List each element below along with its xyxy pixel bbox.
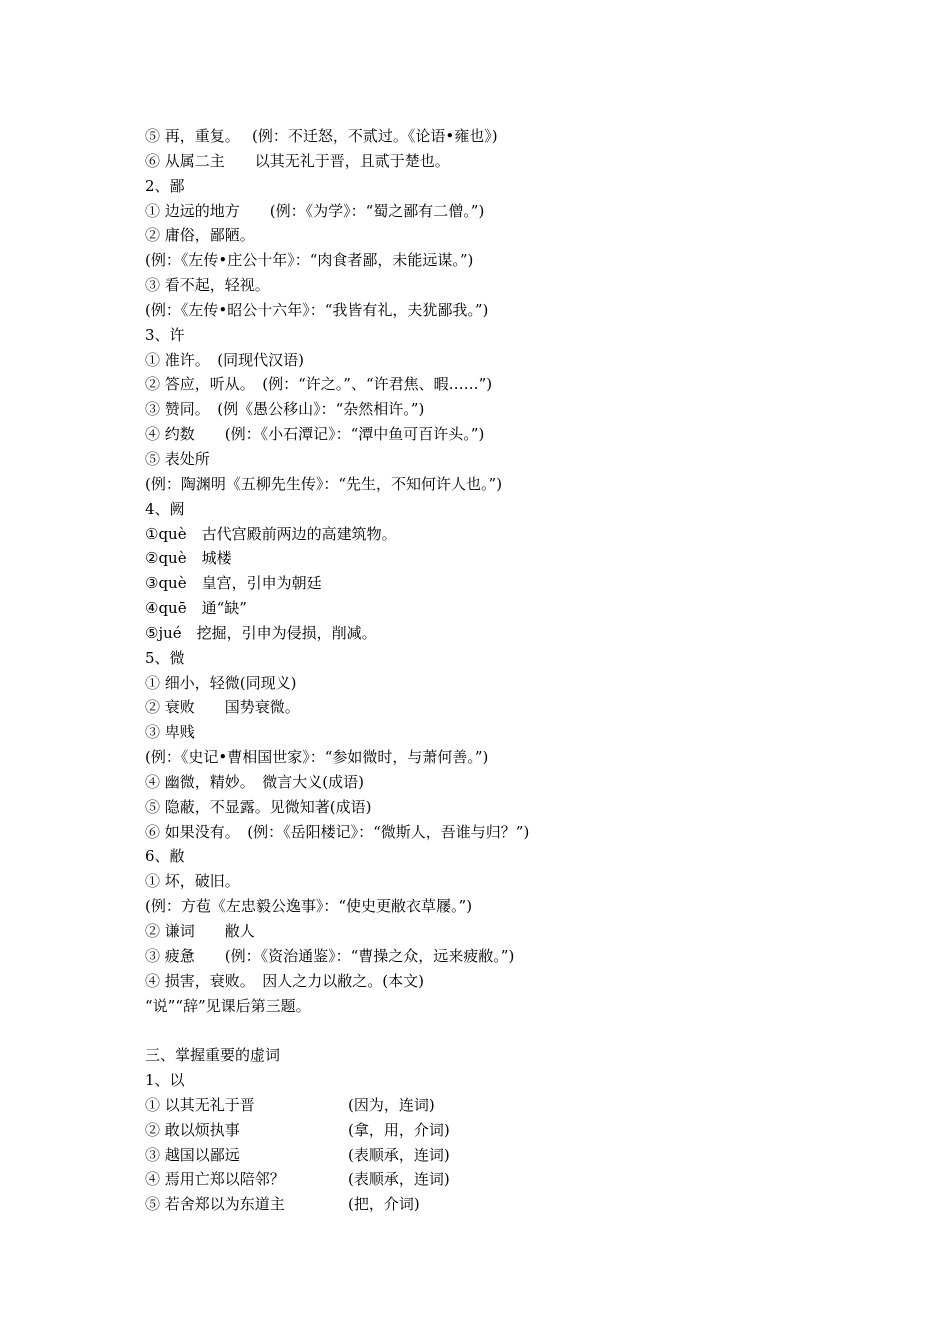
text-line: ① 坏，破旧。 [145,872,240,891]
text-line: ④quē 通“缺” [145,599,247,618]
text-line: ①què 古代宫殿前两边的高建筑物。 [145,524,397,543]
function-row [145,1143,825,1168]
function-example: ⑤ 若舍郑以为东道主 [145,1195,285,1214]
function-example: ③ 越国以鄙远 [145,1145,240,1164]
section-heading: 三、掌握重要的虚词 [145,1046,281,1065]
entry-heading: 3、许 [145,325,185,344]
function-usage: (把，介词) [348,1195,420,1214]
function-example: ① 以其无礼于晋 [145,1095,255,1114]
text-line: ⑤jué 挖掘，引申为侵损，削减。 [145,623,377,642]
text-line: (例：陶渊明《五柳先生传》：“先生，不知何许人也。”) [145,474,503,493]
text-line: (例：《史记•曹相国世家》：“参如微时，与萧何善。”) [145,748,489,767]
text-line: ⑤ 表处所 [145,449,210,468]
function-row [145,1167,825,1192]
blank-line [145,1018,825,1043]
function-usage: (表顺承，连词) [348,1145,450,1164]
text-line: ④ 损害，衰败。 因人之力以敝之。(本文) [145,971,424,990]
text-line: ① 准许。 (同现代汉语) [145,350,304,369]
function-row [145,1192,825,1217]
function-usage: (拿，用，介词) [348,1120,450,1139]
text-line: ② 答应，听从。 (例：“许之。”、“许君焦、暇……”) [145,375,493,394]
function-example: ② 敢以烦执事 [145,1120,240,1139]
function-usage: (因为，连词) [348,1095,435,1114]
document-body [145,124,825,1217]
function-row [145,1093,825,1118]
text-line: ④ 约数 (例：《小石潭记》：“潭中鱼可百许头。”) [145,425,485,444]
text-line: ③ 疲惫 (例：《资治通鉴》：“曹操之众，远来疲敝。”) [145,946,515,965]
text-line: ② 谦词 敝人 [145,922,255,940]
text-line: (例：方苞《左忠毅公逸事》：“使史更敝衣草屦。”) [145,897,473,916]
entry-heading: 6、敝 [145,847,185,866]
entry-heading: 2、鄙 [145,176,185,195]
text-line: (例：《左传•昭公十六年》：“我皆有礼，夫犹鄙我。”) [145,300,489,319]
function-example: ④ 焉用亡郑以陪邻？ [145,1170,285,1189]
function-usage: (表顺承，连词) [348,1170,450,1189]
note-line: “说”“辞”见课后第三题。 [145,996,311,1015]
text-line: ⑥ 从属二主 以其无礼于晋，且贰于楚也。 [145,151,450,170]
text-line: ②què 城楼 [145,549,232,568]
text-line: ③ 卑贱 [145,723,195,742]
text-line: ③ 赞同。 (例《愚公移山》：“杂然相许。”) [145,400,425,419]
text-line: ① 细小，轻微(同现义) [145,673,297,692]
text-line: ① 边远的地方 (例：《为学》：“蜀之鄙有二僧。”) [145,201,485,220]
text-line: ③què 皇宫，引申为朝廷 [145,574,322,593]
text-line: ③ 看不起，轻视。 [145,276,270,295]
text-line: ② 衰败 国势衰微。 [145,698,300,717]
text-line: ⑤ 隐蔽，不显露。见微知著(成语) [145,797,372,816]
text-line: ④ 幽微，精妙。 微言大义(成语) [145,772,364,791]
text-line: ② 庸俗，鄙陋。 [145,226,255,245]
entry-heading: 4、阙 [145,499,185,518]
function-row [145,1118,825,1143]
text-line: (例：《左传•庄公十年》：“肉食者鄙，未能远谋。”) [145,251,474,270]
entry-heading: 1、以 [145,1071,185,1090]
text-line: ⑥ 如果没有。 (例：《岳阳楼记》：“微斯人，吾谁与归？”) [145,822,530,841]
text-line: ⑤ 再，重复。 (例：不迁怒，不贰过。《论语•雍也》) [145,127,498,145]
entry-heading: 5、微 [145,648,185,667]
